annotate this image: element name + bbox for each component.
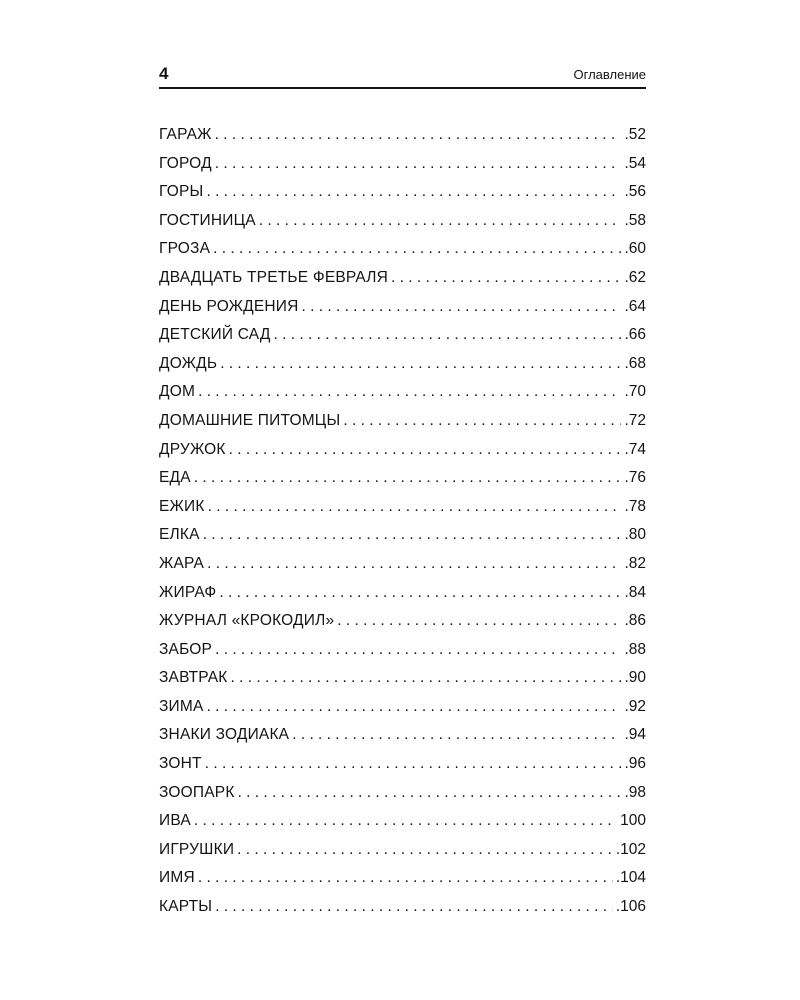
toc-entry[interactable] [159, 121, 646, 150]
toc-entry-page: .98 [624, 783, 646, 801]
toc-entry[interactable] [159, 807, 646, 836]
toc-dot-leader [238, 779, 622, 808]
toc-entry-title: КАРТЫ [159, 898, 213, 916]
toc-entry-page: .52 [624, 126, 646, 143]
toc-dot-leader [219, 579, 621, 608]
toc-entry-title: ЕДА [159, 469, 191, 487]
toc-entry-page: .84 [624, 583, 646, 601]
toc-entry-page: .96 [624, 755, 646, 773]
toc-entry-page: .60 [624, 240, 646, 258]
toc-entry[interactable] [159, 864, 646, 893]
toc-entry-page: .94 [624, 726, 646, 744]
toc-entry-title: ДЕНЬ РОЖДЕНИЯ [159, 297, 299, 315]
toc-dot-leader [229, 436, 622, 465]
toc-entry[interactable] [159, 550, 646, 579]
toc-entry-page: .66 [624, 326, 646, 344]
toc-entry[interactable] [159, 493, 646, 522]
toc-entry-page: .80 [624, 526, 646, 544]
toc-entry[interactable] [159, 350, 646, 379]
toc-entry-title: ИМЯ [159, 869, 195, 887]
toc-entry-title: ЗОНТ [159, 755, 202, 773]
toc-entry-page: .78 [624, 497, 646, 515]
toc-entry[interactable] [159, 779, 646, 808]
toc-entry-title: ДОМ [159, 383, 196, 401]
toc-entry-title: ЗООПАРК [159, 783, 235, 801]
toc-entry-page: .72 [624, 411, 646, 429]
toc-dot-leader [343, 407, 621, 436]
toc-entry[interactable] [159, 378, 646, 407]
toc-entry-page: .90 [624, 669, 646, 687]
toc-entry[interactable] [159, 293, 646, 322]
page-number: 4 [159, 64, 169, 83]
toc-entry[interactable] [159, 264, 646, 293]
toc-entry-title: ДОЖДЬ [159, 354, 218, 372]
page-header [159, 62, 646, 86]
toc-dot-leader [215, 150, 622, 179]
toc-dot-leader [207, 550, 621, 579]
toc-entry-title: ЗАБОР [159, 640, 213, 658]
toc-dot-leader [259, 207, 622, 236]
toc-dot-leader [203, 521, 622, 550]
toc-entry[interactable] [159, 893, 646, 922]
toc-entry-title: ДРУЖОК [159, 440, 226, 458]
toc-entry-title: ДВАДЦАТЬ ТРЕТЬЕ ФЕВРАЛЯ [159, 268, 389, 286]
toc-dot-leader [215, 121, 622, 150]
toc-dot-leader [205, 750, 622, 779]
toc-dot-leader [391, 264, 621, 293]
toc-entry[interactable] [159, 664, 646, 693]
toc-dot-leader [274, 321, 622, 350]
toc-entry-page: .56 [624, 183, 646, 201]
toc-entry[interactable] [159, 436, 646, 465]
table-of-contents [159, 121, 646, 922]
toc-dot-leader [208, 493, 622, 522]
toc-entry-title: ЗАВТРАК [159, 669, 228, 687]
toc-entry-page: .68 [624, 354, 646, 372]
toc-entry[interactable] [159, 693, 646, 722]
toc-entry-page: .88 [624, 640, 646, 658]
header-divider [159, 87, 646, 89]
toc-entry[interactable] [159, 150, 646, 179]
toc-dot-leader [213, 235, 621, 264]
toc-entry-title: ЖАРА [159, 554, 205, 572]
toc-dot-leader [302, 293, 622, 322]
toc-entry-page: .76 [624, 469, 646, 487]
toc-entry-title: ГОСТИНИЦА [159, 211, 256, 229]
toc-entry[interactable] [159, 607, 646, 636]
toc-entry-title: ГОРОД [159, 154, 212, 172]
toc-dot-leader [237, 836, 613, 865]
toc-entry[interactable] [159, 207, 646, 236]
toc-dot-leader [215, 636, 621, 665]
toc-entry-title: ГРОЗА [159, 240, 211, 258]
toc-entry-page: .58 [624, 211, 646, 229]
toc-entry[interactable] [159, 235, 646, 264]
toc-dot-leader [194, 464, 622, 493]
toc-entry-title: ЕЖИК [159, 497, 205, 515]
toc-entry-title: ИВА [159, 812, 191, 830]
toc-entry-title: ЖИРАФ [159, 583, 217, 601]
toc-entry-page: 100 [620, 812, 646, 830]
toc-entry-title: ДЕТСКИЙ САД [159, 326, 271, 344]
toc-dot-leader [337, 607, 621, 636]
toc-entry-page: .86 [624, 612, 646, 630]
toc-entry-title: ГОРЫ [159, 183, 204, 201]
toc-entry[interactable] [159, 636, 646, 665]
toc-entry[interactable] [159, 579, 646, 608]
toc-dot-leader [215, 893, 613, 922]
toc-dot-leader [206, 178, 621, 207]
toc-entry-page: .62 [624, 268, 646, 286]
toc-entry-page: .92 [624, 697, 646, 715]
toc-dot-leader [198, 864, 613, 893]
toc-entry-page: .104 [615, 869, 646, 887]
toc-entry-page: .106 [615, 898, 646, 916]
toc-entry[interactable] [159, 750, 646, 779]
toc-entry[interactable] [159, 721, 646, 750]
toc-entry-page: .82 [624, 554, 646, 572]
toc-entry-page: .74 [624, 440, 646, 458]
toc-entry-title: ГАРАЖ [159, 126, 212, 143]
toc-entry-title: ДОМАШНИЕ ПИТОМЦЫ [159, 411, 341, 429]
toc-entry[interactable] [159, 321, 646, 350]
toc-entry-title: ИГРУШКИ [159, 840, 235, 858]
toc-dot-leader [220, 350, 621, 379]
toc-entry-title: ЕЛКА [159, 526, 200, 544]
toc-entry-page: .70 [624, 383, 646, 401]
toc-entry[interactable] [159, 836, 646, 865]
toc-dot-leader [198, 378, 621, 407]
toc-dot-leader [207, 693, 622, 722]
toc-entry[interactable] [159, 521, 646, 550]
toc-entry-page: .64 [624, 297, 646, 315]
toc-entry[interactable] [159, 178, 646, 207]
toc-entry[interactable] [159, 464, 646, 493]
toc-dot-leader [194, 807, 617, 836]
toc-entry-title: ЖУРНАЛ «КРОКОДИЛ» [159, 612, 335, 630]
toc-dot-leader [231, 664, 622, 693]
toc-entry-page: .102 [615, 840, 646, 858]
running-title: Оглавление [573, 67, 646, 82]
toc-entry-title: ЗНАКИ ЗОДИАКА [159, 726, 290, 744]
toc-entry-title: ЗИМА [159, 697, 204, 715]
toc-dot-leader [292, 721, 621, 750]
toc-entry-page: .54 [624, 154, 646, 172]
toc-entry[interactable] [159, 407, 646, 436]
